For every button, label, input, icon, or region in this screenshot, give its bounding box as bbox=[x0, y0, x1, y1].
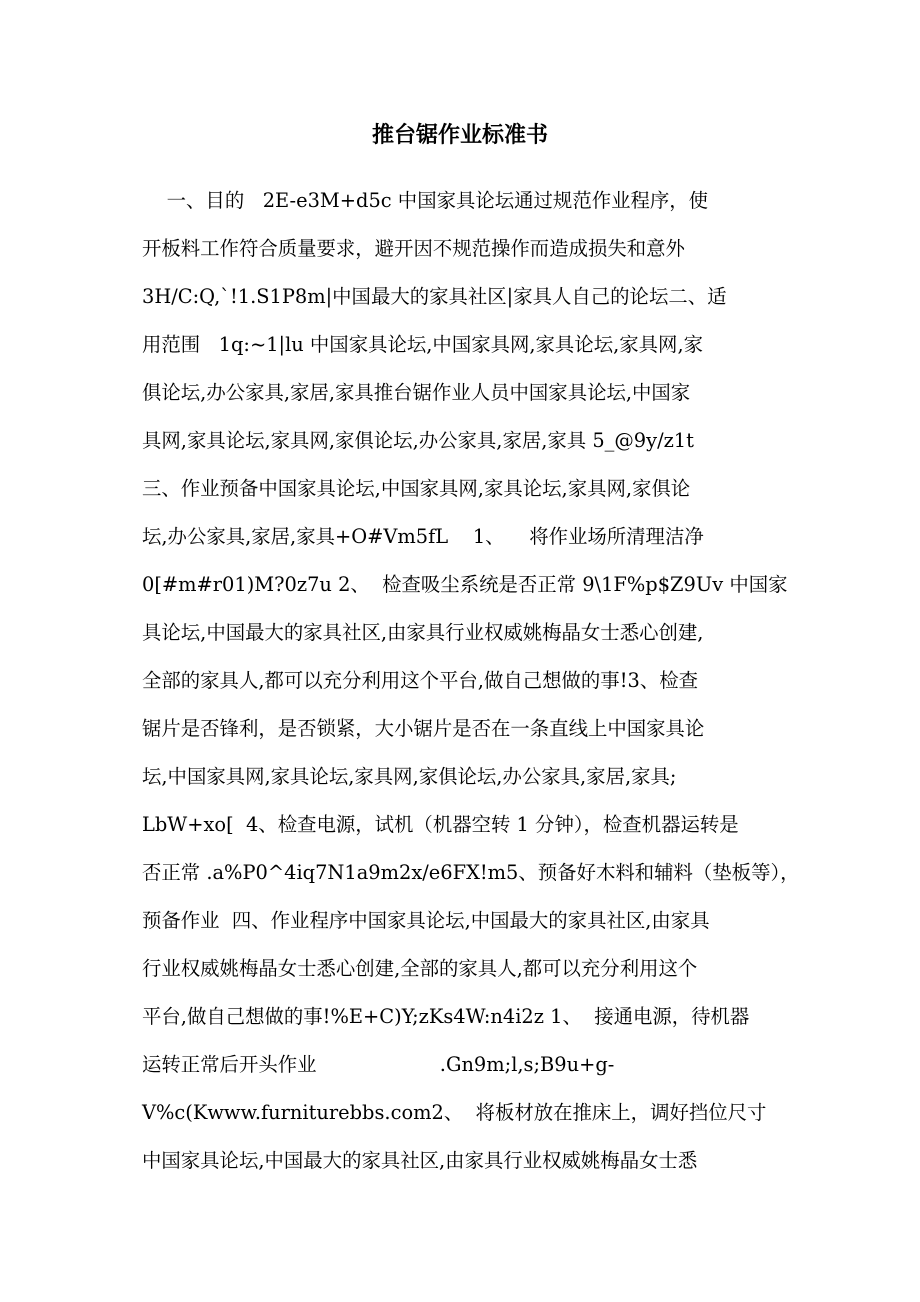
text-line: 中国家具论坛,中国最大的家具社区,由家具行业权威姚梅晶女士悉 bbox=[142, 1149, 698, 1172]
text-line: 坛,办公家具,家居,家具+O#Vm5fL 1、 将作业场所清理洁净 bbox=[142, 525, 704, 548]
text-line: 一、目的 2E-e3M+d5c 中国家具论坛通过规范作业程序，使 bbox=[142, 189, 709, 212]
document-title: 推台锯作业标准书 bbox=[371, 123, 548, 148]
text-line: 用范围 1q:~1|lu 中国家具论坛,中国家具网,家具论坛,家具网,家 bbox=[142, 333, 703, 356]
text-line: 坛,中国家具网,家具论坛,家具网,家俱论坛,办公家具,家居,家具; bbox=[142, 765, 677, 788]
text-line: 行业权威姚梅晶女士悉心创建,全部的家具人,都可以充分利用这个 bbox=[142, 957, 698, 980]
text-line: 0[#m#r01)M?0z7u 2、 检查吸尘系统是否正常 9\1F%p$Z9Uv 中国家 bbox=[142, 573, 788, 596]
text-line: 平台,做自己想做的事!%E+C)Y;zKs4W:n4i2z 1、 接通电源，待机器 bbox=[142, 1005, 750, 1028]
document-body bbox=[142, 183, 800, 1191]
text-line: 预备作业 四、作业程序中国家具论坛,中国最大的家具社区,由家具 bbox=[142, 909, 710, 932]
text-line: 具网,家具论坛,家具网,家俱论坛,办公家具,家居,家具 5_@9y/z1t bbox=[142, 429, 694, 452]
text-line: LbW+xo[ 4、检查电源，试机（机器空转 1 分钟），检查机器运转是 bbox=[142, 813, 739, 836]
text-line: 运转正常后开头作业 .Gn9m;l,s;B9u+g- bbox=[142, 1053, 615, 1076]
text-line: 具论坛,中国最大的家具社区,由家具行业权威姚梅晶女士悉心创建, bbox=[142, 621, 704, 644]
text-line: 俱论坛,办公家具,家居,家具推台锯作业人员中国家具论坛,中国家 bbox=[142, 381, 691, 404]
text-line: V%c(Kwww.furniturebbs.com2、 将板材放在推床上，调好挡位尺寸 bbox=[142, 1101, 767, 1124]
text-line: 三、作业预备中国家具论坛,中国家具网,家具论坛,家具网,家俱论 bbox=[142, 477, 691, 500]
text-line: 全部的家具人,都可以充分利用这个平台,做自己想做的事!3、检查 bbox=[142, 669, 699, 692]
text-line: 锯片是否锋利，是否锁紧，大小锯片是否在一条直线上中国家具论 bbox=[142, 717, 705, 740]
text-line: 开板料工作符合质量要求，避开因不规范操作而造成损失和意外 bbox=[142, 237, 685, 260]
text-line: 3H/C:Q,`!1.S1P8m|中国最大的家具社区|家具人自己的论坛二、适 bbox=[142, 285, 727, 308]
text-line: 否正常 .a%P0^4iq7N1a9m2x/e6FX!m5、预备好木料和辅料（垫板等）， bbox=[142, 861, 800, 884]
